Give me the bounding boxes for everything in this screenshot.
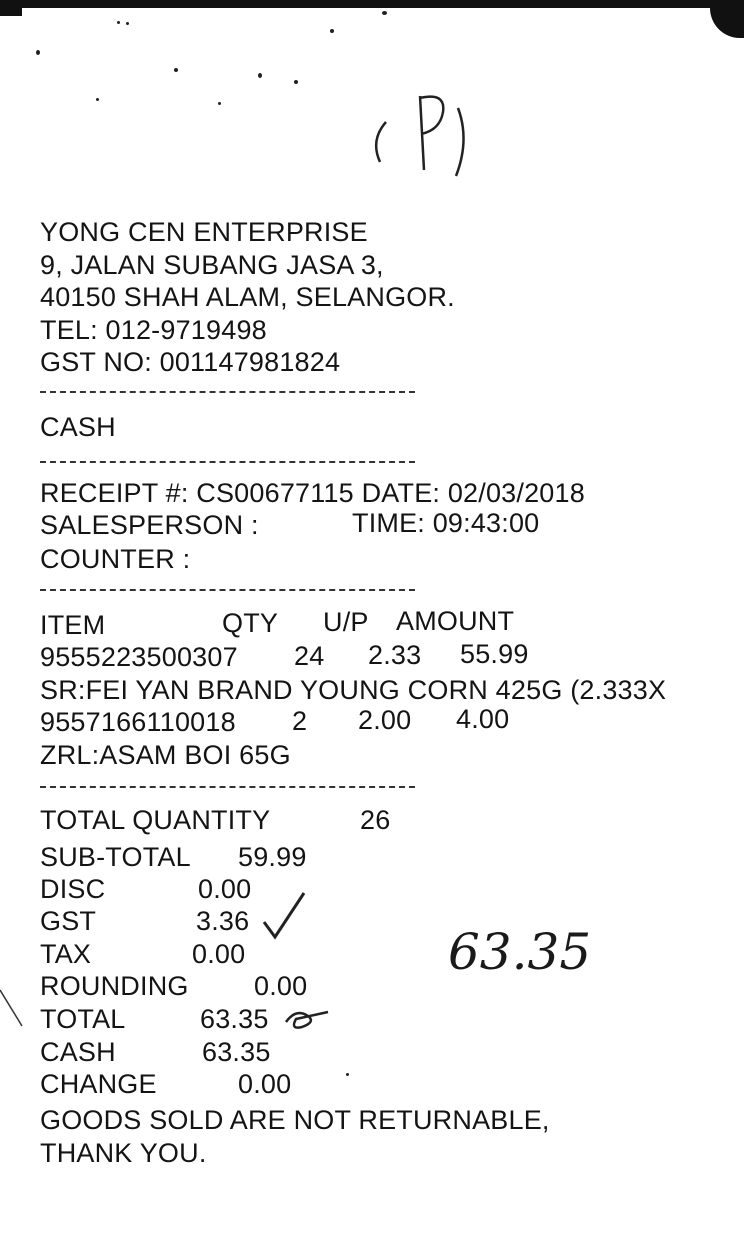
receipt-date: 02/03/2018 <box>447 478 585 508</box>
change-label: CHANGE <box>40 1069 157 1099</box>
payment-type: CASH <box>40 412 116 442</box>
total-quantity-label: TOTAL QUANTITY <box>40 805 271 835</box>
tax-label: TAX <box>40 939 92 969</box>
total-value: 63.35 <box>200 1004 269 1034</box>
address-line2: 40150 SHAH ALAM, SELANGOR. <box>40 282 455 312</box>
date-label: DATE: <box>361 478 441 508</box>
col-header-qty: QTY <box>222 608 279 638</box>
item-unit-price: 2.00 <box>358 705 412 735</box>
time-row <box>352 507 539 539</box>
scan-scratch <box>0 990 22 1026</box>
item-description: SR:FEI YAN BRAND YOUNG CORN 425G (2.333X <box>40 675 667 705</box>
time-label: TIME: <box>352 508 425 538</box>
counter-label: COUNTER : <box>40 544 191 574</box>
total-label: TOTAL <box>40 1004 126 1034</box>
tick-mark-icon <box>264 893 304 937</box>
item-unit-price: 2.33 <box>368 640 422 670</box>
divider <box>40 391 415 393</box>
merchant-tel: TEL: 012-9719498 <box>40 315 267 345</box>
footer-line1: GOODS SOLD ARE NOT RETURNABLE, <box>40 1105 550 1135</box>
divider <box>40 589 415 591</box>
handwritten-letter-p <box>420 96 443 170</box>
disc-value: 0.00 <box>198 874 252 904</box>
item-code: 9555223500307 <box>40 642 238 672</box>
col-header-up: U/P <box>323 607 369 637</box>
item-description: ZRL:ASAM BOI 65G <box>40 740 291 770</box>
merchant-name: YONG CEN ENTERPRISE <box>40 217 368 247</box>
handwritten-paren-right <box>456 108 464 176</box>
handwritten-paren-left <box>376 122 386 162</box>
footer-line2: THANK YOU. <box>40 1138 207 1168</box>
rounding-value: 0.00 <box>254 971 308 1001</box>
item-code: 9557166110018 <box>40 707 236 737</box>
total-quantity-value: 26 <box>360 805 391 835</box>
cash-value: 63.35 <box>202 1037 271 1067</box>
gst-value: 3.36 <box>196 906 250 936</box>
cash-label: CASH <box>40 1037 116 1067</box>
change-value: 0.00 <box>238 1069 292 1099</box>
subtotal-label: SUB-TOTAL <box>40 842 191 872</box>
receipt-label: RECEIPT #: <box>40 478 189 508</box>
item-qty: 2 <box>292 706 308 736</box>
disc-label: DISC <box>40 874 106 904</box>
rounding-label: ROUNDING <box>40 971 189 1001</box>
col-header-item: ITEM <box>40 610 106 640</box>
item-amount: 4.00 <box>456 704 510 734</box>
alpha-mark-icon <box>286 1012 328 1028</box>
merchant-gst-no: GST NO: 001147981824 <box>40 347 341 377</box>
divider <box>40 461 415 463</box>
gst-label: GST <box>40 906 97 936</box>
receipt-number: CS00677115 <box>196 478 354 508</box>
handwritten-total-note: 63.35 <box>448 923 592 981</box>
address-line1: 9, JALAN SUBANG JASA 3, <box>40 250 384 280</box>
receipt-number-row <box>40 477 585 509</box>
salesperson-label: SALESPERSON : <box>40 510 259 540</box>
receipt-time: 09:43:00 <box>432 508 540 538</box>
divider <box>40 786 415 788</box>
col-header-amount: AMOUNT <box>396 606 515 636</box>
handwritten-top-note-text <box>360 84 361 85</box>
subtotal-value: 59.99 <box>238 842 307 872</box>
item-amount: 55.99 <box>460 639 529 669</box>
item-qty: 24 <box>294 641 325 671</box>
tax-value: 0.00 <box>192 939 246 969</box>
